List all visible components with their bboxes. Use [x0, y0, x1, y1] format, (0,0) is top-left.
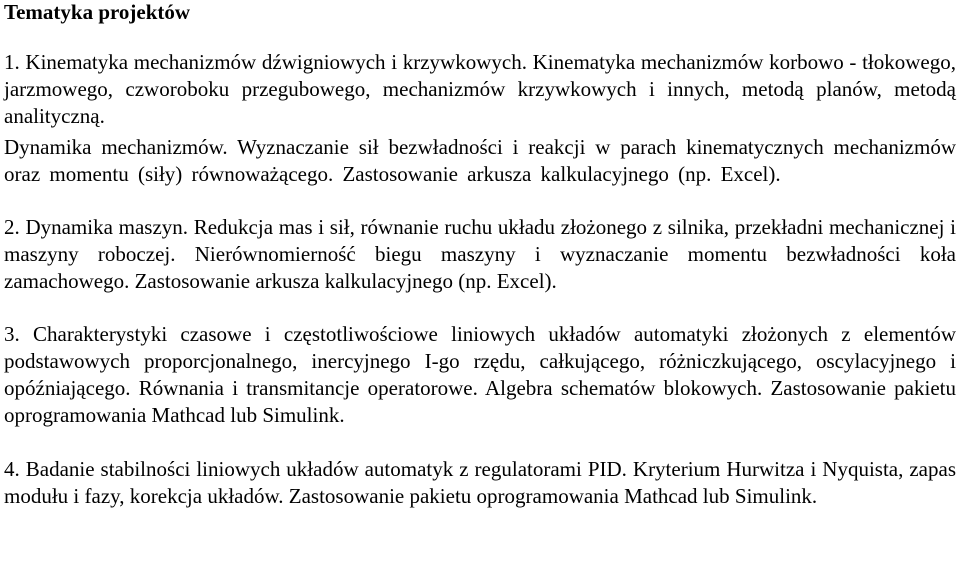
paragraph-stability-analysis: 4. Badanie stabilności liniowych układów automatyk z regulatorami PID. Kryterium Hurwitza i Nyquista, zapas modułu i fazy, korekcja układów. Zastosowanie pakietu oprogramowania Mathcad lub Simulink.	[4, 457, 956, 508]
paragraph-time-frequency-characteristics: 3. Charakterystyki czasowe i częstotliwościowe liniowych układów automatyki złożonych z elementów podstawowych proporcjonalnego, inercyjnego I-go rzędu, całkującego, różniczkującego, oscylacyjnego i opóźniającego. Równania i transmitancje operatorowe. Algebra schematów blokowych. Zastosowanie pakietu oprogramowania Mathcad lub Simulink.	[4, 322, 956, 427]
document-title: Tematyka projektów	[4, 0, 191, 24]
paragraph-machine-dynamics: 2. Dynamika maszyn. Redukcja mas i sił, równanie ruchu układu złożonego z silnika, przekładni mechanicznej i maszyny roboczej. Nierównomierność biegu maszyny i wyznaczanie momentu bezwładności koła zamachowego. Zastosowanie arkusza kalkulacyjnego (np. Excel).	[4, 215, 956, 293]
paragraph-kinematics: 1. Kinematyka mechanizmów dźwigniowych i krzywkowych. Kinematyka mechanizmów korbowo - tłokowego, jarzmowego, czworoboku przegubowego, mechanizmów krzywkowych i innych, metodą planów, metodą analityczną.	[4, 50, 956, 128]
paragraph-mechanism-dynamics: Dynamika mechanizmów. Wyznaczanie sił bezwładności i reakcji w parach kinematycznych mechanizmów oraz momentu (siły) równoważącego. Zastosowanie arkusza kalkulacyjnego (np. Excel).	[4, 135, 956, 186]
